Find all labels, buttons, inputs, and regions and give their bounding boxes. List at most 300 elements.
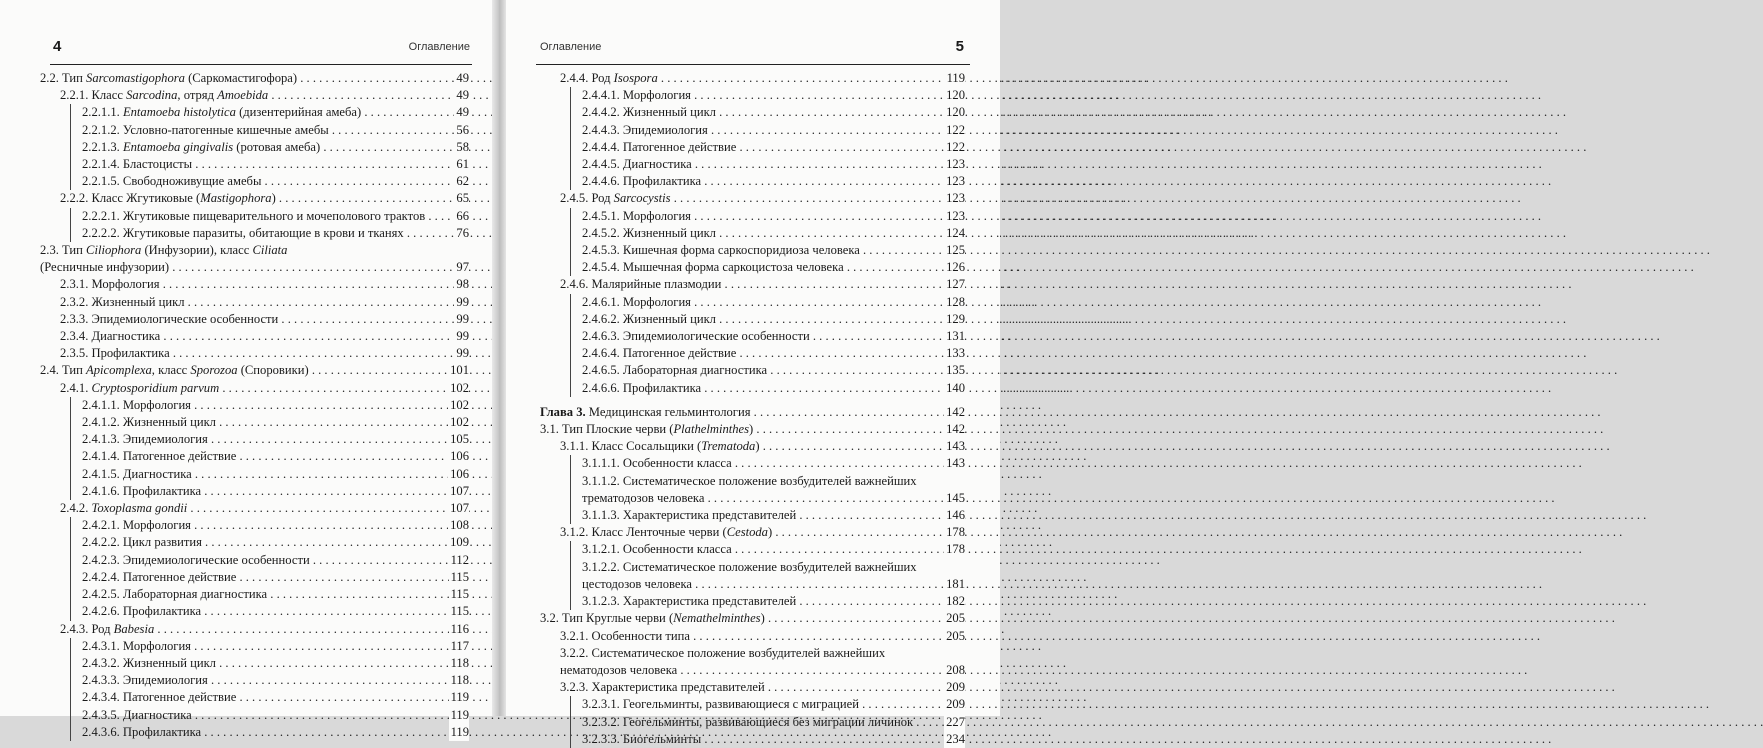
toc-entry[interactable] bbox=[540, 645, 965, 679]
page-number: 4 bbox=[53, 38, 62, 55]
latin-name: Ciliata bbox=[252, 243, 288, 258]
toc-entry-title bbox=[540, 405, 1601, 419]
toc-entry[interactable] bbox=[40, 380, 469, 397]
toc-entry[interactable] bbox=[40, 517, 469, 534]
toc-page-number: 49 bbox=[454, 87, 469, 104]
toc-page-number: 119 bbox=[449, 689, 469, 706]
toc-page-number: 49 bbox=[454, 104, 469, 121]
toc-entry[interactable] bbox=[40, 173, 469, 190]
toc-entry-title bbox=[582, 157, 1542, 171]
toc-entry[interactable] bbox=[540, 259, 965, 276]
indent-guide bbox=[70, 517, 71, 534]
toc-entry[interactable] bbox=[540, 190, 965, 207]
toc-entry[interactable] bbox=[540, 225, 965, 242]
toc-entry[interactable] bbox=[40, 569, 469, 586]
toc-entry[interactable] bbox=[540, 328, 965, 345]
toc-entry[interactable] bbox=[40, 104, 469, 121]
toc-entry[interactable] bbox=[40, 552, 469, 569]
toc-page-number: 123 bbox=[944, 208, 965, 225]
title-text: 3.1.2.2. Систематическое положение возбудителей важнейших bbox=[582, 559, 917, 574]
title-text: 2.2.1.2. Условно-патогенные кишечные амебы bbox=[82, 122, 329, 137]
toc-page-number: 97 bbox=[454, 259, 469, 276]
toc-page-number: 209 bbox=[944, 696, 965, 713]
toc-entry[interactable] bbox=[40, 414, 469, 431]
toc-entry[interactable] bbox=[40, 294, 469, 311]
toc-entry[interactable] bbox=[540, 380, 965, 397]
latin-name: Mastigophora bbox=[200, 191, 272, 206]
toc-entry[interactable] bbox=[540, 70, 965, 87]
indent-guide bbox=[570, 593, 571, 610]
title-text: 2.4.2. bbox=[60, 501, 92, 516]
title-text: 2.4.2.6. Профилактика bbox=[82, 604, 202, 619]
title-text: Медицинская гельминтология bbox=[585, 404, 751, 419]
title-text: 2.4.3.6. Профилактика bbox=[82, 724, 202, 739]
toc-entry[interactable] bbox=[40, 311, 469, 328]
toc-entry[interactable] bbox=[540, 242, 965, 259]
toc-page-number: 119 bbox=[945, 70, 965, 87]
toc-entry[interactable] bbox=[40, 345, 469, 362]
toc-entry[interactable] bbox=[40, 225, 469, 242]
title-text: 2.3.4. Диагностика bbox=[60, 329, 161, 344]
title-text: 2.4.6.2. Жизненный цикл bbox=[582, 311, 716, 326]
toc-entry[interactable] bbox=[540, 311, 965, 328]
indent-guide bbox=[70, 139, 71, 156]
indent-guide bbox=[570, 122, 571, 139]
toc-page-number: 143 bbox=[944, 438, 965, 455]
toc-entry-title bbox=[560, 71, 1508, 85]
title-text: 2.2. Тип bbox=[40, 71, 87, 85]
toc-page-number: 205 bbox=[944, 610, 965, 627]
toc-entry[interactable] bbox=[540, 507, 965, 524]
title-text: 2.4.1.6. Профилактика bbox=[82, 483, 202, 498]
toc-page-number: 119 bbox=[449, 707, 469, 724]
toc-entry-title bbox=[540, 611, 1615, 625]
title-text: 2.4.5.1. Морфология bbox=[582, 208, 691, 223]
title-text: 2.4.6.6. Профилактика bbox=[582, 380, 702, 395]
title-text: ) bbox=[755, 439, 760, 454]
running-head: Оглавление bbox=[540, 41, 602, 53]
toc-page-number: 102 bbox=[448, 380, 469, 397]
toc-entry[interactable] bbox=[40, 707, 469, 724]
indent-guide bbox=[70, 707, 71, 724]
title-text: 3.2.3.3. Биогельминты bbox=[582, 731, 702, 746]
title-text: 2.4.1.2. Жизненный цикл bbox=[82, 415, 216, 430]
indent-guide bbox=[570, 380, 571, 397]
toc-entry-title bbox=[582, 105, 1566, 119]
title-text: ) bbox=[760, 611, 765, 626]
toc-page-number: 182 bbox=[944, 593, 965, 610]
indent-guide bbox=[570, 104, 571, 121]
title-text: , отряд bbox=[177, 88, 218, 103]
title-text: 2.4.4.5. Диагностика bbox=[582, 157, 692, 172]
title-text: 2.4.2.1. Морфология bbox=[82, 518, 191, 533]
title-text: 3.2.3.1. Геогельминты, развивающиеся с миграцией bbox=[582, 697, 859, 712]
indent-guide bbox=[570, 259, 571, 276]
indent-guide bbox=[570, 173, 571, 190]
toc-page-number: 123 bbox=[944, 173, 965, 190]
toc-entry[interactable] bbox=[540, 731, 965, 748]
book-gutter bbox=[492, 0, 506, 716]
toc-page-number: 109 bbox=[448, 534, 469, 551]
indent-guide bbox=[70, 689, 71, 706]
toc-page-number: 122 bbox=[944, 139, 965, 156]
toc-page-number: 143 bbox=[944, 455, 965, 472]
toc-entry[interactable] bbox=[40, 466, 469, 483]
toc-entry[interactable] bbox=[540, 473, 965, 507]
title-text: 2.4.1. bbox=[60, 380, 92, 395]
title-text: 3.2.3. Характеристика представителей bbox=[560, 680, 765, 695]
toc-entry[interactable] bbox=[540, 524, 965, 541]
title-text: 2.4.2.2. Цикл развития bbox=[82, 535, 202, 550]
toc-entry[interactable] bbox=[40, 156, 469, 173]
toc-entry-title bbox=[582, 209, 1541, 223]
toc-entry[interactable] bbox=[40, 603, 469, 620]
title-text: 2.4.5.4. Мышечная форма саркоцистоза человека bbox=[582, 260, 844, 275]
toc-page-number: 145 bbox=[944, 490, 965, 507]
title-text: 2.4.5. Род bbox=[560, 191, 614, 206]
toc-page-number: 142 bbox=[944, 404, 965, 421]
latin-name: Plathelminthes bbox=[673, 422, 750, 437]
toc-entry-title bbox=[582, 715, 1763, 729]
toc-entry[interactable] bbox=[40, 638, 469, 655]
toc-entry-title bbox=[582, 508, 1646, 522]
toc-page-number: 127 bbox=[944, 276, 965, 293]
toc-entry[interactable] bbox=[40, 586, 469, 603]
title-text: 2.4.4.6. Профилактика bbox=[582, 174, 702, 189]
title-text: 3.1.1.2. Систематическое положение возбудителей важнейших bbox=[582, 473, 917, 488]
toc-entry[interactable] bbox=[540, 559, 965, 593]
title-text: 2.4.1.4. Патогенное действие bbox=[82, 449, 237, 464]
toc-page-number: 118 bbox=[449, 672, 469, 689]
toc-entry[interactable] bbox=[540, 455, 965, 472]
title-text: 2.4.6.4. Патогенное действие bbox=[582, 346, 737, 361]
toc-page-number: 133 bbox=[944, 345, 965, 362]
indent-guide bbox=[570, 208, 571, 225]
toc-entry[interactable] bbox=[40, 689, 469, 706]
toc-page-number: 140 bbox=[944, 380, 965, 397]
toc-page-number: 99 bbox=[454, 311, 469, 328]
toc-page-number: 101 bbox=[448, 362, 469, 379]
toc-entry[interactable] bbox=[40, 87, 469, 104]
toc-page-number: 58 bbox=[454, 139, 469, 156]
toc-page-number: 76 bbox=[454, 225, 469, 242]
toc-page-number: 120 bbox=[944, 87, 965, 104]
latin-name: Cryptosporidium parvum bbox=[91, 380, 220, 395]
toc-entry[interactable] bbox=[540, 438, 965, 455]
toc-entry[interactable] bbox=[540, 541, 965, 558]
latin-name: Entamoeba histolytica bbox=[122, 105, 236, 120]
toc-entry-title bbox=[582, 473, 1555, 505]
toc-entry-title bbox=[582, 329, 1660, 343]
indent-guide bbox=[570, 311, 571, 328]
toc-entry[interactable] bbox=[40, 534, 469, 551]
indent-guide bbox=[70, 466, 71, 483]
indent-guide bbox=[70, 448, 71, 465]
toc-page-number: 146 bbox=[944, 507, 965, 524]
latin-name: Ciliophora bbox=[86, 243, 142, 258]
indent-guide bbox=[70, 603, 71, 620]
toc-entry-title bbox=[540, 422, 1603, 436]
title-text: 2.2.1. Класс bbox=[60, 88, 127, 103]
toc-page-number: 124 bbox=[944, 225, 965, 242]
toc-list bbox=[540, 70, 965, 748]
indent-guide bbox=[70, 225, 71, 242]
latin-name: Amoebida bbox=[217, 88, 269, 103]
toc-entry[interactable] bbox=[540, 276, 965, 293]
toc-page-number: 129 bbox=[944, 311, 965, 328]
toc-entry-title bbox=[560, 680, 1615, 694]
title-text: 2.4.2.3. Эпидемиологические особенности bbox=[82, 552, 310, 567]
title-text: 2.2.1.3. bbox=[82, 139, 123, 154]
title-text: 2.2.1.1. bbox=[82, 105, 123, 120]
toc-page-number: 99 bbox=[454, 294, 469, 311]
title-text: 2.4.2.4. Патогенное действие bbox=[82, 569, 237, 584]
indent-guide bbox=[570, 87, 571, 104]
title-text: (Инфузории), класс bbox=[141, 243, 253, 258]
latin-name: Trematoda bbox=[701, 439, 756, 454]
title-continuation: нематодозов человека . . . bbox=[560, 663, 1527, 677]
indent-guide bbox=[70, 414, 71, 431]
title-text: 2.4.3.4. Патогенное действие bbox=[82, 690, 237, 705]
toc-page-number: 115 bbox=[449, 586, 469, 603]
title-text: 2.4.3.1. Морфология bbox=[82, 638, 191, 653]
toc-entry-title bbox=[582, 456, 1582, 470]
right-page bbox=[506, 0, 1000, 746]
toc-page-number: 122 bbox=[944, 122, 965, 139]
toc-entry[interactable] bbox=[540, 362, 965, 379]
indent-guide bbox=[70, 397, 71, 414]
toc-entry-title bbox=[560, 439, 1610, 453]
indent-guide bbox=[570, 139, 571, 156]
toc-page-number: 99 bbox=[454, 345, 469, 362]
toc-entry[interactable] bbox=[540, 714, 965, 731]
latin-name: Sarcomastigophora bbox=[86, 71, 185, 85]
toc-page-number: 123 bbox=[944, 156, 965, 173]
running-head: Оглавление bbox=[408, 41, 470, 53]
indent-guide bbox=[570, 714, 571, 731]
toc-page-number: 98 bbox=[454, 276, 469, 293]
toc-page-number: 107 bbox=[448, 500, 469, 517]
title-text: (Споровики) bbox=[237, 363, 309, 378]
indent-guide bbox=[70, 552, 71, 569]
title-text: 2.4.3.2. Жизненный цикл bbox=[82, 655, 216, 670]
title-text: 2.3.2. Жизненный цикл bbox=[60, 294, 185, 309]
toc-entry-title bbox=[582, 363, 1617, 377]
toc-entry[interactable] bbox=[40, 70, 469, 87]
title-text: 3.1.2. Класс Ленточные черви ( bbox=[560, 525, 727, 540]
toc-entry[interactable] bbox=[40, 362, 469, 379]
toc-entry-title bbox=[560, 277, 1571, 291]
indent-guide bbox=[570, 559, 571, 593]
title-text: 2.3.1. Морфология bbox=[60, 277, 160, 292]
latin-name: Isospora bbox=[613, 71, 658, 85]
toc-entry[interactable] bbox=[540, 628, 965, 645]
toc-entry-title bbox=[582, 88, 1541, 102]
indent-guide bbox=[70, 483, 71, 500]
toc-page-number: 115 bbox=[449, 569, 469, 586]
toc-entry[interactable] bbox=[40, 328, 469, 345]
header-rule bbox=[536, 64, 970, 65]
title-text: 2.4.2.5. Лабораторная диагностика bbox=[82, 587, 268, 602]
toc-entry[interactable] bbox=[540, 122, 965, 139]
toc-entry-title bbox=[582, 226, 1566, 240]
toc-page-number: 116 bbox=[449, 621, 469, 638]
indent-guide bbox=[570, 362, 571, 379]
title-text: , класс bbox=[151, 363, 191, 378]
toc-entry[interactable] bbox=[40, 122, 469, 139]
toc-entry[interactable] bbox=[540, 696, 965, 713]
toc-entry[interactable] bbox=[40, 276, 469, 293]
toc-page-number: 125 bbox=[944, 242, 965, 259]
title-text: 2.4.6.3. Эпидемиологические особенности bbox=[582, 329, 810, 344]
indent-guide bbox=[70, 156, 71, 173]
toc-entry[interactable] bbox=[540, 610, 965, 627]
toc-entry[interactable] bbox=[540, 208, 965, 225]
toc-page-number: 106 bbox=[448, 466, 469, 483]
title-text: 3.1.1.3. Характеристика представителей bbox=[582, 508, 797, 523]
indent-guide bbox=[70, 724, 71, 741]
toc-page-number: 106 bbox=[448, 448, 469, 465]
indent-guide bbox=[70, 122, 71, 139]
title-text: 2.2.1.5. Свободноживущие амебы bbox=[82, 174, 262, 189]
toc-page-number: 118 bbox=[449, 655, 469, 672]
indent-guide bbox=[570, 731, 571, 748]
toc-page-number: 66 bbox=[454, 208, 469, 225]
toc-entry[interactable] bbox=[40, 448, 469, 465]
toc-entry[interactable] bbox=[40, 431, 469, 448]
indent-guide bbox=[570, 541, 571, 558]
toc-entry[interactable] bbox=[40, 655, 469, 672]
title-text: 2.4.3.3. Эпидемиология bbox=[82, 673, 208, 688]
toc-page-number: 115 bbox=[449, 603, 469, 620]
title-text: 3.1.1.1. Особенности класса bbox=[582, 456, 732, 471]
toc-entry[interactable] bbox=[40, 621, 469, 638]
title-text: 2.4.6.5. Лабораторная диагностика bbox=[582, 363, 768, 378]
toc-entry-title bbox=[560, 525, 1622, 539]
toc-entry[interactable] bbox=[40, 483, 469, 500]
toc-entry[interactable] bbox=[540, 87, 965, 104]
toc-entry[interactable] bbox=[40, 500, 469, 517]
toc-entry[interactable] bbox=[540, 345, 965, 362]
title-text: 2.4.6.1. Морфология bbox=[582, 294, 691, 309]
title-text: 2.4.4. Род bbox=[560, 71, 614, 85]
indent-guide bbox=[570, 328, 571, 345]
title-continuation: цестодозов человека . . . bbox=[582, 577, 1542, 591]
toc-entry[interactable] bbox=[40, 242, 469, 276]
title-text: 3.2.3.2. Геогельминты, развивающиеся без миграции личинок bbox=[582, 714, 914, 729]
toc-entry-title bbox=[560, 191, 1521, 205]
toc-entry-title bbox=[582, 140, 1586, 154]
toc-page-number: 119 bbox=[449, 724, 469, 741]
toc-chapter-entry[interactable] bbox=[540, 404, 965, 421]
toc-entry-title bbox=[582, 381, 1551, 395]
title-text: 2.4. Тип bbox=[40, 363, 87, 378]
chapter-label: Глава 3. bbox=[540, 404, 586, 419]
toc-page-number: 131 bbox=[944, 328, 965, 345]
toc-entry[interactable] bbox=[540, 421, 965, 438]
indent-guide bbox=[570, 156, 571, 173]
indent-guide bbox=[70, 655, 71, 672]
toc-entry-title bbox=[582, 295, 1541, 309]
title-text: 2.3. Тип bbox=[40, 243, 87, 258]
indent-guide bbox=[570, 242, 571, 259]
page-number: 5 bbox=[955, 38, 964, 55]
indent-guide bbox=[70, 672, 71, 689]
toc-entry[interactable] bbox=[40, 724, 469, 741]
indent-guide bbox=[570, 455, 571, 472]
title-continuation: (Ресничные инфузории) . . . bbox=[40, 260, 1019, 274]
toc-entry[interactable] bbox=[40, 190, 469, 207]
toc-page-number: 108 bbox=[448, 517, 469, 534]
toc-entry[interactable] bbox=[540, 173, 965, 190]
toc-page-number: 205 bbox=[944, 628, 965, 645]
toc-entry-title bbox=[582, 732, 1551, 746]
title-text: ) bbox=[767, 525, 773, 540]
toc-page-number: 120 bbox=[944, 104, 965, 121]
title-text: 3.2.2. Систематическое положение возбудителей важнейших bbox=[560, 645, 886, 660]
title-text: 3.2.1. Особенности типа bbox=[560, 628, 690, 643]
latin-name: Entamoeba gingivalis bbox=[122, 139, 234, 154]
header-rule bbox=[50, 64, 472, 65]
toc-entry[interactable] bbox=[540, 294, 965, 311]
toc-page-number: 107 bbox=[448, 483, 469, 500]
title-text: ) bbox=[271, 191, 276, 206]
title-text: 2.4.4.4. Патогенное действие bbox=[582, 139, 737, 154]
toc-entry-title bbox=[582, 697, 1709, 711]
toc-page-number: 112 bbox=[449, 552, 469, 569]
toc-page-number: 208 bbox=[944, 662, 965, 679]
title-text: 2.3.5. Профилактика bbox=[60, 346, 170, 361]
title-text: 2.3.3. Эпидемиологические особенности bbox=[60, 311, 279, 326]
title-text: 2.4.4.1. Морфология bbox=[582, 88, 691, 103]
title-text: 2.4.5.2. Жизненный цикл bbox=[582, 225, 716, 240]
latin-name: Sporozoa bbox=[190, 363, 238, 378]
latin-name: Sarcocystis bbox=[613, 191, 671, 206]
toc-page-number: 178 bbox=[944, 541, 965, 558]
title-text: (Саркомастигофора) bbox=[184, 71, 298, 85]
latin-name: Cestoda bbox=[726, 525, 768, 540]
indent-guide bbox=[70, 586, 71, 603]
indent-guide bbox=[570, 225, 571, 242]
toc-entry-title bbox=[582, 260, 1694, 274]
title-text: 2.2.2.2. Жгутиковые паразиты, обитающие в крови и тканях bbox=[82, 225, 404, 240]
toc-page-number: 99 bbox=[454, 328, 469, 345]
indent-guide bbox=[70, 431, 71, 448]
toc-entry[interactable] bbox=[40, 672, 469, 689]
toc-entry-title bbox=[582, 243, 1710, 257]
toc-page-number: 62 bbox=[454, 173, 469, 190]
toc-entry[interactable] bbox=[540, 679, 965, 696]
toc-entry[interactable] bbox=[40, 139, 469, 156]
toc-entry[interactable] bbox=[540, 104, 965, 121]
title-text: 2.2.2.1. Жгутиковые пищеварительного и мочеполового трактов bbox=[82, 208, 426, 223]
toc-entry[interactable] bbox=[40, 208, 469, 225]
toc-page-number: 178 bbox=[944, 524, 965, 541]
toc-list bbox=[40, 70, 469, 741]
toc-entry[interactable] bbox=[40, 397, 469, 414]
toc-entry-title bbox=[582, 312, 1566, 326]
title-text: 3.1.2.1. Особенности класса bbox=[582, 542, 732, 557]
toc-entry[interactable] bbox=[540, 139, 965, 156]
toc-entry-title bbox=[582, 542, 1582, 556]
toc-page-number: 227 bbox=[944, 714, 965, 731]
toc-page-number: 181 bbox=[944, 576, 965, 593]
toc-entry[interactable] bbox=[540, 593, 965, 610]
toc-entry[interactable] bbox=[540, 156, 965, 173]
title-text: 3.2. Тип Круглые черви ( bbox=[540, 611, 674, 626]
title-text: 2.4.5.3. Кишечная форма саркоспоридиоза человека bbox=[582, 243, 860, 258]
toc-entry-title bbox=[582, 123, 1558, 137]
